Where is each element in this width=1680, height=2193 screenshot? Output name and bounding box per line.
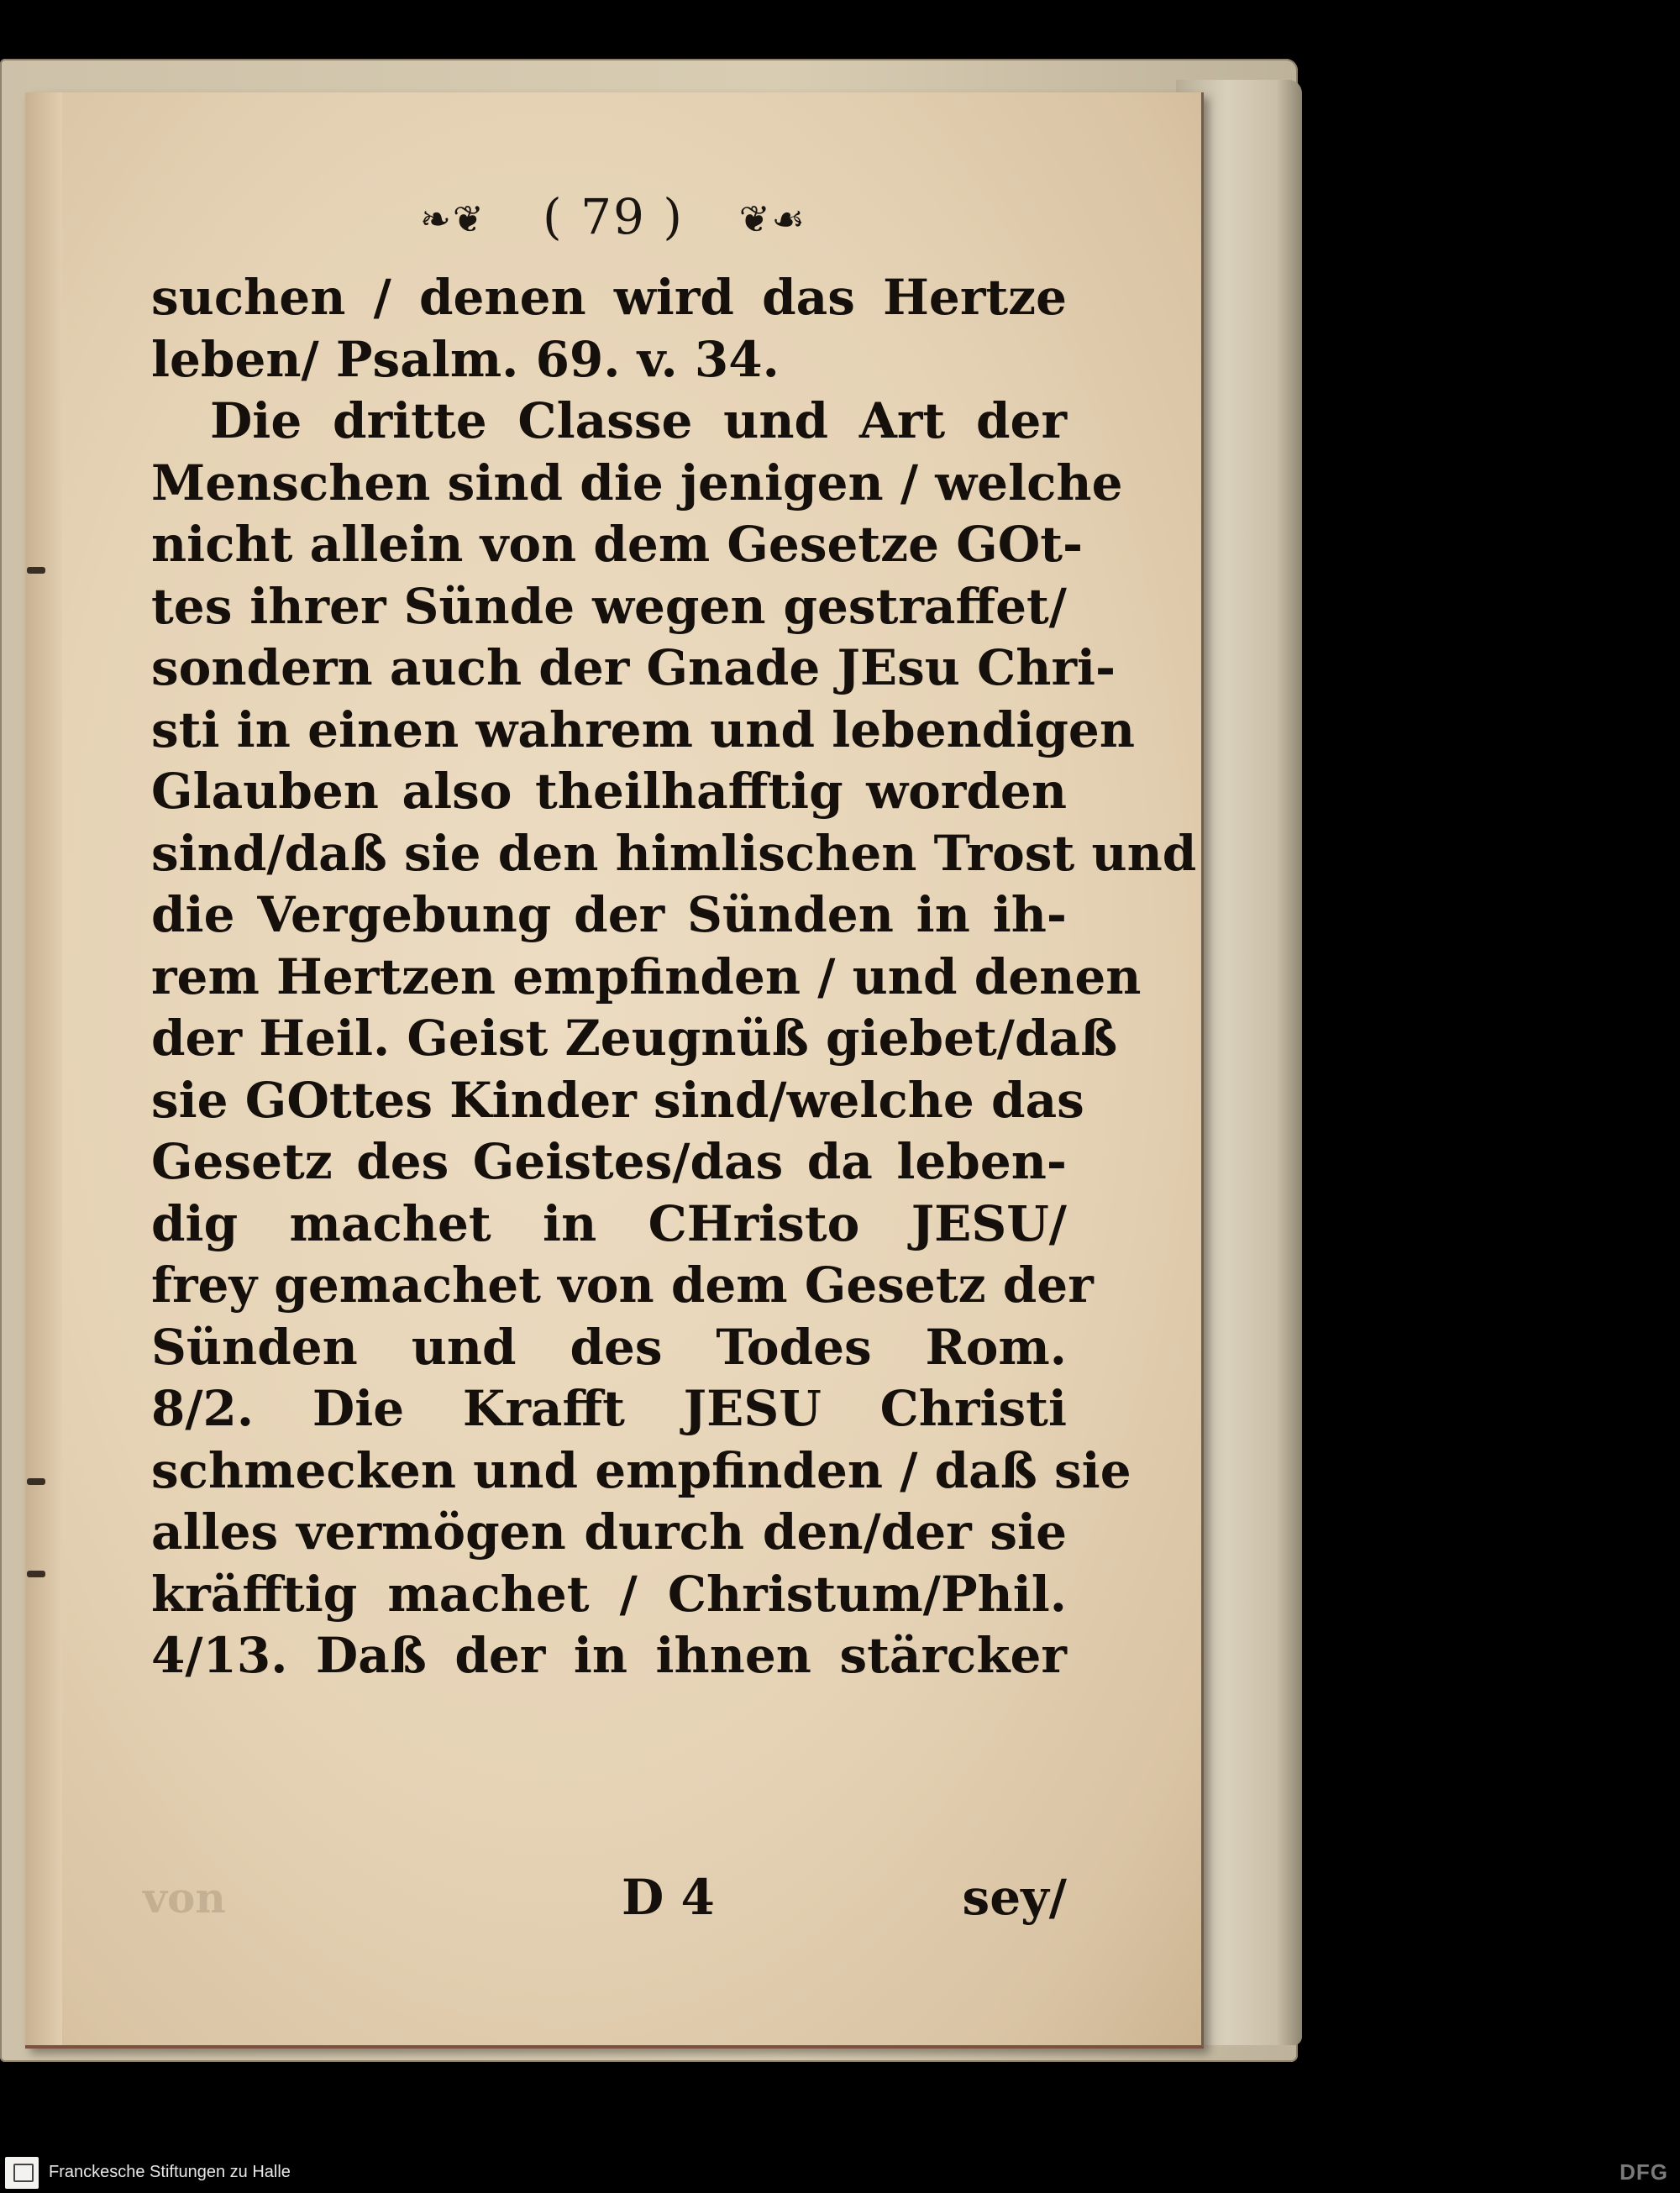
bleed-through-text: von xyxy=(143,1873,226,1923)
ornament-right-icon: ❦☙ xyxy=(738,198,806,241)
text-line: suchen / denen wird das Hertze xyxy=(151,269,1067,326)
text-line: kräfftig machet / Christum/Phil. xyxy=(151,1565,1067,1623)
text-line: dig machet in CHristo JESU/ xyxy=(151,1194,1067,1252)
text-line: 8/2. Die Krafft JESU Christi xyxy=(151,1380,1067,1437)
text-line: sie GOttes Kinder sind/welche das xyxy=(151,1071,1084,1129)
text-line: sind/daß sie den himlischen Trost und xyxy=(151,824,1197,882)
ornament-left-icon: ❧❦ xyxy=(420,198,486,241)
binding-stitch xyxy=(27,1478,45,1485)
text-line: rem Hertzen empfinden / und denen xyxy=(151,947,1142,1005)
book-page xyxy=(25,92,1204,2049)
page-gutter xyxy=(25,92,62,2045)
text-line: Gesetz des Geistes/das da leben- xyxy=(151,1133,1067,1190)
text-line: sondern auch der Gnade JEsu Chri- xyxy=(151,639,1116,696)
text-line: schmecken und empfinden / daß sie xyxy=(151,1441,1131,1499)
catchword: sey/ xyxy=(962,1869,1067,1926)
text-line: Menschen sind die jenigen / welche xyxy=(151,454,1123,512)
text-line: 4/13. Daß der in ihnen stärcker xyxy=(151,1627,1067,1684)
text-line: Sünden und des Todes Rom. xyxy=(151,1318,1067,1376)
binding-stitch xyxy=(27,567,45,574)
text-line: Die dritte Classe und Art der xyxy=(210,392,1067,449)
body-text xyxy=(151,267,1197,1687)
text-line: leben/ Psalm. 69. v. 34. xyxy=(151,330,780,388)
text-line: die Vergebung der Sünden in ih- xyxy=(151,886,1067,943)
signature-mark: D 4 xyxy=(622,1869,715,1926)
text-line: frey gemachet von dem Gesetz der xyxy=(151,1257,1094,1314)
text-line: nicht allein von dem Gesetze GOt- xyxy=(151,516,1084,573)
viewer-footer-bar xyxy=(0,2152,1680,2193)
binding-stitch xyxy=(27,1571,45,1577)
page-number: ( 79 ) xyxy=(543,188,684,245)
dfg-logo: DFG xyxy=(1620,2159,1668,2185)
text-line: tes ihrer Sünde wegen gestraffet/ xyxy=(151,577,1067,635)
institution-logo-icon xyxy=(5,2157,39,2189)
page-footer xyxy=(151,1869,1067,1936)
text-line: sti in einen wahrem und lebendigen xyxy=(151,700,1135,758)
text-line: Glauben also theilhafftig worden xyxy=(151,763,1067,820)
page-header xyxy=(395,185,832,252)
text-line: der Heil. Geist Zeugnüß giebet/daß xyxy=(151,1010,1118,1067)
text-line: alles vermögen durch den/der sie xyxy=(151,1503,1067,1561)
institution-name: Franckesche Stiftungen zu Halle xyxy=(49,2163,291,2181)
